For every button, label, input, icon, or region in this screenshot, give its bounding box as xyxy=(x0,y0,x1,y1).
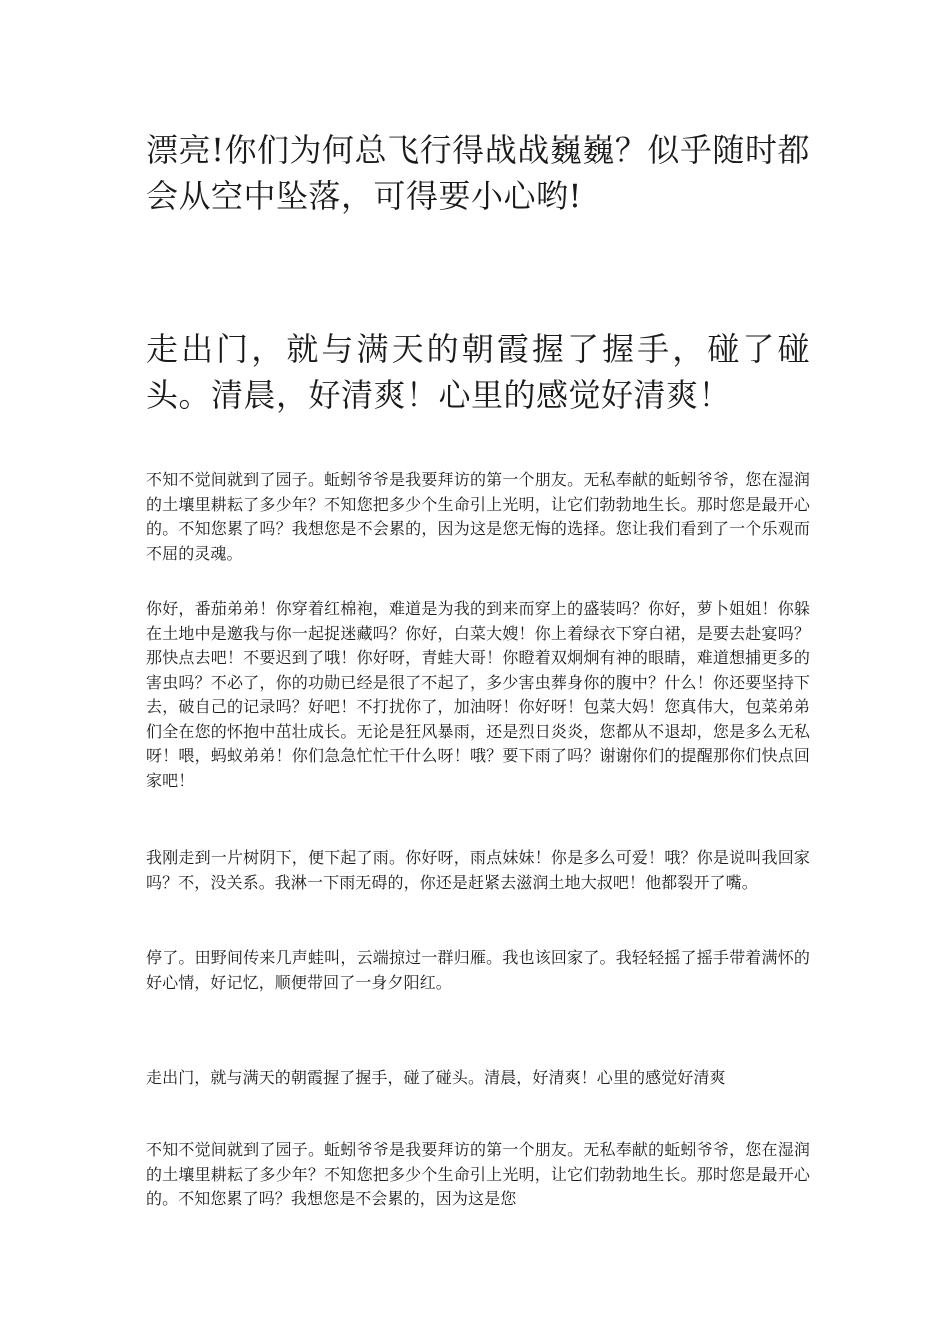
paragraph-3: 我刚走到一片树阴下，便下起了雨。你好呀，雨点妹妹！你是多么可爱！哦？你是说叫我回家吗？不，没关系。我淋一下雨无碍的，你还是赶紧去滋润土地大叔吧！他都裂开了嘴。 xyxy=(146,848,810,892)
paragraph-4: 停了。田野间传来几声蛙叫，云端掠过一群归雁。我也该回家了。我轻轻摇了摇手带着满怀的好心情，好记忆，顺便带回了一身夕阳红。 xyxy=(146,948,810,992)
document-page xyxy=(146,0,810,1344)
heading-2: 走出门，就与满天的朝霞握了握手，碰了碰头。清晨，好清爽！心里的感觉好清爽！ xyxy=(146,330,810,414)
paragraph-5: 走出门，就与满天的朝霞握了握手，碰了碰头。清晨，好清爽！心里的感觉好清爽 xyxy=(146,1068,726,1087)
paragraph-2: 你好，番茄弟弟！你穿着红棉袍，难道是为我的到来而穿上的盛装吗？你好，萝卜姐姐！你躲在土地中是邀我与你一起捉迷藏吗？你好，白菜大嫂！你上着绿衣下穿白裙，是要去赴宴吗？那快点去吧！不要迟到了哦！你好呀，青蛙大哥！你瞪着双炯炯有神的眼睛，难道想捕更多的害虫吗？不必了，你的功勋已经是很了不起了，多少害虫葬身你的腹中？什么！你还要坚持下去，破自己的记录吗？好吧！不打扰你了，加油呀！你好呀！包菜大妈！您真伟大，包菜弟弟们全在您的怀抱中茁壮成长。无论是狂风暴雨，还是烈日炎炎，您都从不退却，您是多么无私呀！喂，蚂蚁弟弟！你们急急忙忙干什么呀！哦？要下雨了吗？谢谢你们的提醒那你们快点回家吧！ xyxy=(146,599,810,790)
paragraph-6: 不知不觉间就到了园子。蚯蚓爷爷是我要拜访的第一个朋友。无私奉献的蚯蚓爷爷，您在湿润的土壤里耕耘了多少年？不知您把多少个生命引上光明，让它们勃勃地生长。那时您是最开心的。不知您累了吗？我想您是不会累的，因为这是您 xyxy=(146,1140,810,1208)
paragraph-1: 不知不觉间就到了园子。蚯蚓爷爷是我要拜访的第一个朋友。无私奉献的蚯蚓爷爷，您在湿润的土壤里耕耘了多少年？不知您把多少个生命引上光明，让它们勃勃地生长。那时您是最开心的。不知您累了吗？我想您是不会累的，因为这是您无悔的选择。您让我们看到了一个乐观而不屈的灵魂。 xyxy=(146,470,810,563)
heading-1: 漂亮!你们为何总飞行得战战巍巍？似乎随时都会从空中坠落，可得要小心哟! xyxy=(146,131,810,215)
